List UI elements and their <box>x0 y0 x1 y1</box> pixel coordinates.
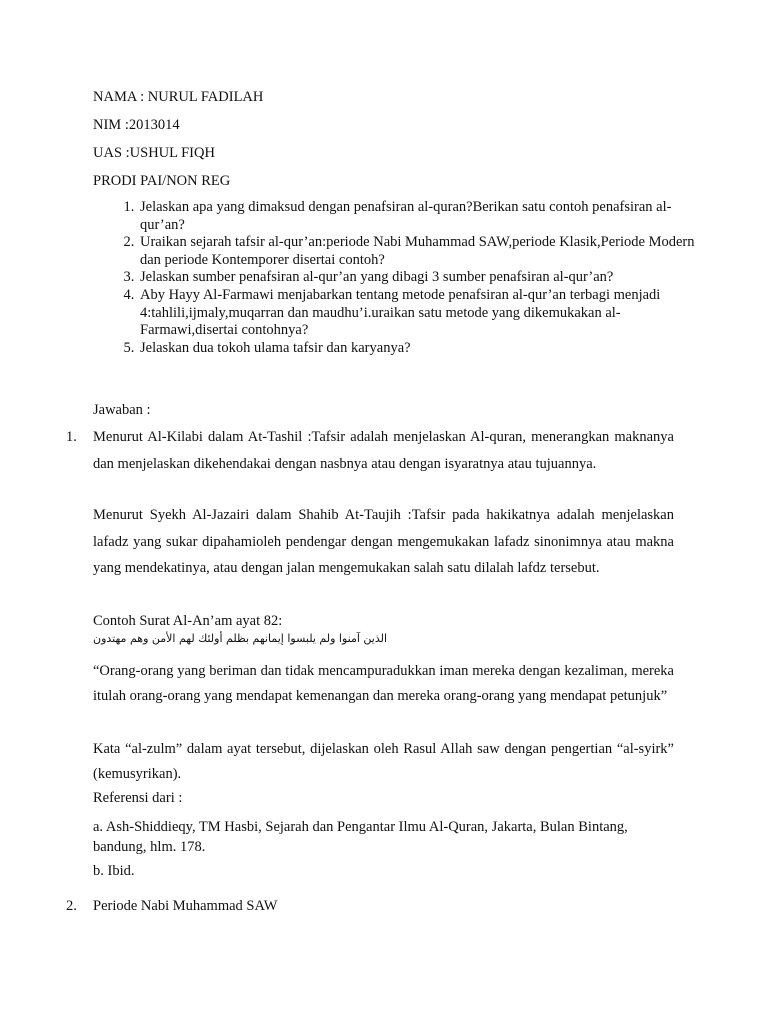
arabic-verse: الذين آمنوا ولم يلبسوا إيمانهم بظلم أولئك لهم الأمن وهم مهتدون <box>93 632 388 645</box>
question-item: 4. Aby Hayy Al-Farmawi menjabarkan tentang metode penafsiran al-qur’an terbagi menjadi 4:tahlili,ijmaly,muqarran dan maudhu’i.uraikan satu metode yang dikemukakan al-Farmawi,disertai contohnya? <box>138 287 708 340</box>
student-nim: NIM :2013014 <box>93 117 180 133</box>
answer-number-1: 1. <box>66 429 77 445</box>
answer-1-definition-kilabi: Menurut Al-Kilabi dalam At-Tashil :Tafsir adalah menjelaskan Al-quran, menerangkan maknanya dan menjelaskan dikehendakai dengan nasbnya atau dengan isyaratnya atau tujuannya. <box>93 429 674 472</box>
study-program: PRODI PAI/NON REG <box>93 173 231 189</box>
example-title: Contoh Surat Al-An’am ayat 82: <box>93 613 283 629</box>
answers-heading: Jawaban : <box>93 402 151 418</box>
verse-explanation: Kata “al-zulm” dalam ayat tersebut, dijelaskan oleh Rasul Allah saw dengan pengertian “al-syirk” (kemusyrikan). <box>93 741 674 782</box>
verse-translation: “Orang-orang yang beriman dan tidak mencampuradukkan iman mereka dengan kezaliman, mereka itulah orang-orang yang mendapat kemenangan dan mereka orang-orang yang mendapat petunjuk” <box>93 663 674 704</box>
question-item: 3. Jelaskan sumber penafsiran al-qur’an yang dibagi 3 sumber penafsiran al-qur’an? <box>138 269 708 287</box>
question-item: 5. Jelaskan dua tokoh ulama tafsir dan karyanya? <box>138 340 708 358</box>
exam-course: UAS :USHUL FIQH <box>93 145 215 161</box>
question-item: 1. Jelaskan apa yang dimaksud dengan penafsiran al-quran?Berikan satu contoh penafsiran al-qur’an? <box>138 199 708 234</box>
answer-2-title: Periode Nabi Muhammad SAW <box>93 898 278 914</box>
student-name: NAMA : NURUL FADILAH <box>93 89 264 105</box>
question-item: 2. Uraikan sejarah tafsir al-qur’an:periode Nabi Muhammad SAW,periode Klasik,Periode Modern dan periode Kontemporer disertai contoh? <box>138 234 708 269</box>
answer-number-2: 2. <box>66 898 77 914</box>
reference-b: b. Ibid. <box>93 863 135 879</box>
answer-1-definition-jazairi: Menurut Syekh Al-Jazairi dalam Shahib At-Taujih :Tafsir pada hakikatnya adalah menjelaskan lafadz yang sukar dipahamioleh pendengar dengan mengemukakan lafadz sinonimnya atau makna yang mendekatinya, atau dengan jalan mengemukakan salah satu dilalah lafdz tersebut. <box>93 507 674 576</box>
reference-label: Referensi dari : <box>93 790 183 806</box>
reference-a: a. Ash-Shiddieqy, TM Hasbi, Sejarah dan Pengantar Ilmu Al-Quran, Jakarta, Bulan Bintang, bandung, hlm. 178. <box>93 819 628 855</box>
question-list <box>93 199 708 357</box>
